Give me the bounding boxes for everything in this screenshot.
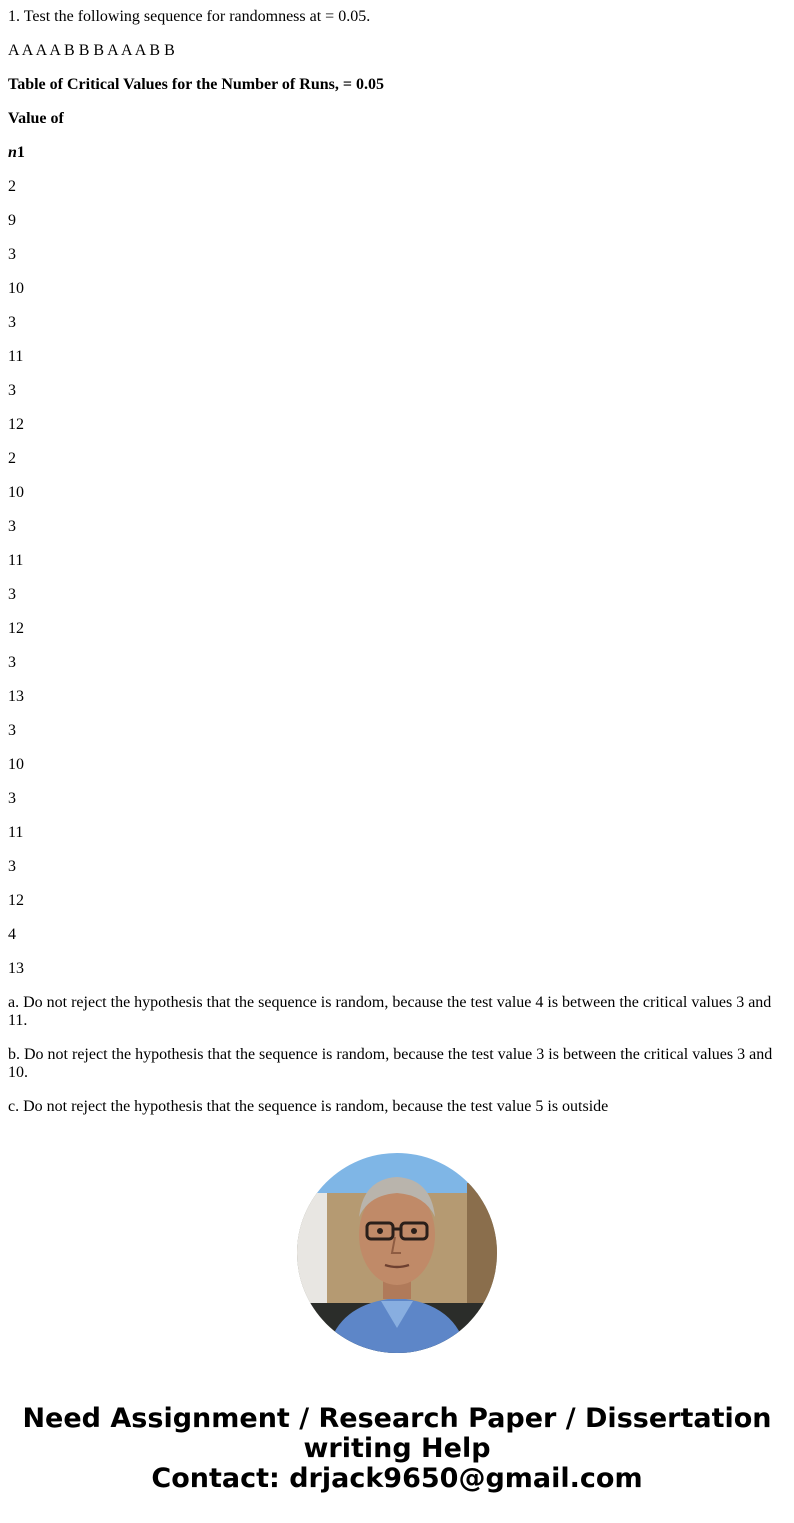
table-cell: 3	[8, 246, 16, 263]
table-cell: 10	[8, 484, 24, 501]
table-cell: 12	[8, 892, 24, 909]
table-cell: 11	[8, 348, 24, 365]
document-body	[8, 8, 786, 1132]
answer-option-a: a. Do not reject the hypothesis that the sequence is random, because the test value 4 is between the critical values 3 and 11.	[8, 994, 772, 1029]
table-cell: 10	[8, 756, 24, 773]
table-cell: 3	[8, 722, 16, 739]
promo-line-1: Need Assignment / Research Paper / Dissertation	[22, 1403, 772, 1434]
header-variable: n	[8, 144, 17, 161]
table-cell: 4	[8, 926, 16, 943]
table-cell: 11	[8, 552, 24, 569]
table-header-n1	[8, 144, 786, 162]
table-header-value-of: Value of	[8, 110, 64, 127]
table-cell: 13	[8, 688, 24, 705]
question-prompt: 1. Test the following sequence for randomness at = 0.05.	[8, 8, 371, 25]
table-cell: 3	[8, 586, 16, 603]
header-subscript: 1	[16, 144, 25, 161]
table-cell: 13	[8, 960, 24, 977]
table-cell: 3	[8, 858, 16, 875]
table-cell: 3	[8, 518, 16, 535]
avatar-portrait	[297, 1153, 497, 1353]
table-title: Table of Critical Values for the Number of Runs, = 0.05	[8, 76, 384, 93]
promo-line-2: writing Help	[303, 1433, 491, 1464]
table-cell: 12	[8, 416, 24, 433]
avatar	[297, 1153, 497, 1353]
table-cell: 11	[8, 824, 24, 841]
table-cell: 2	[8, 178, 16, 195]
table-cell: 3	[8, 382, 16, 399]
table-cell: 12	[8, 620, 24, 637]
table-cell: 2	[8, 450, 16, 467]
table-cell: 3	[8, 314, 16, 331]
answer-option-b: b. Do not reject the hypothesis that the sequence is random, because the test value 3 is between the critical values 3 and 10.	[8, 1046, 773, 1081]
promo-contact: Contact: drjack9650@gmail.com	[151, 1463, 643, 1494]
table-cell: 3	[8, 790, 16, 807]
table-cell: 10	[8, 280, 24, 297]
table-cell: 3	[8, 654, 16, 671]
table-cell: 9	[8, 212, 16, 229]
promo-banner	[0, 1404, 794, 1494]
answer-option-c: c. Do not reject the hypothesis that the sequence is random, because the test value 5 is outside	[8, 1098, 609, 1115]
run-sequence: A A A A B B B A A A B B	[8, 42, 175, 59]
